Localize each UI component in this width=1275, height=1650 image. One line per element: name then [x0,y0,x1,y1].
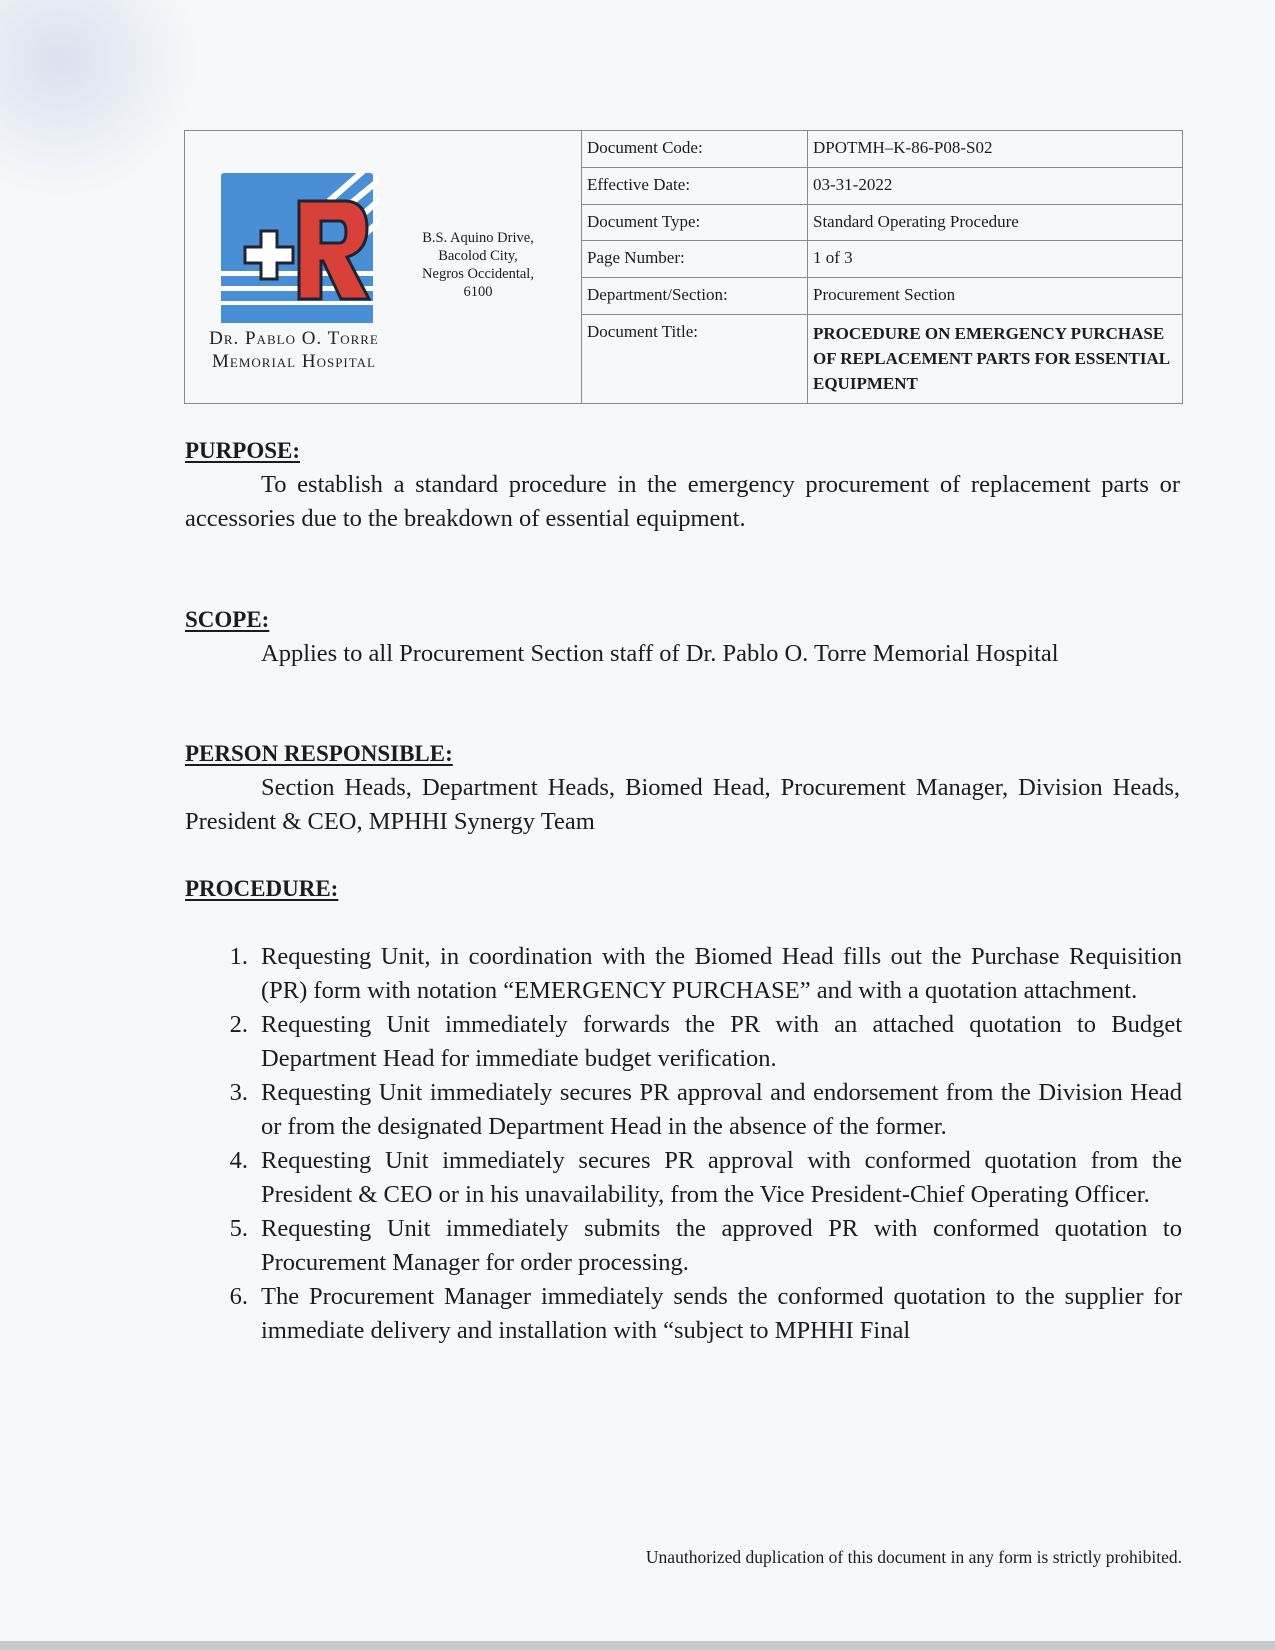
step-number: 6. [229,1283,248,1310]
info-row-document-title [582,315,1182,403]
procedure-list [214,940,1182,1348]
procedure-step [214,1280,1182,1348]
hospital-name-line1: Dr. Pablo O. Torre [209,328,379,349]
info-label: Department/Section: [582,278,808,314]
procedure-heading: PROCEDURE: [185,876,339,901]
info-value: 03-31-2022 [813,174,893,194]
step-number: 5. [229,1215,248,1242]
info-label: Page Number: [582,241,808,277]
step-number: 4. [229,1147,248,1174]
info-row-department [582,278,1182,315]
step-number: 2. [229,1011,248,1038]
step-text: Requesting Unit immediately secures PR approval and endorsement from the Division Head or from the designated Department Head in the absence of the former. [261,1079,1182,1140]
footer-disclaimer: Unauthorized duplication of this document in any form is strictly prohibited. [645,1547,1182,1567]
document-title: PROCEDURE ON EMERGENCY PURCHASE OF REPLACEMENT PARTS FOR ESSENTIAL EQUIPMENT [813,323,1170,393]
document-info [582,131,1182,403]
info-value: Procurement Section [813,285,956,305]
info-label: Effective Date: [582,168,808,204]
info-value: Standard Operating Procedure [813,211,1019,231]
person-responsible-heading: PERSON RESPONSIBLE: [185,741,453,766]
scope-heading: SCOPE: [185,607,270,632]
address-line1: B.S. Aquino Drive, [422,230,534,246]
procedure-step [214,1076,1182,1144]
info-row-effective-date [582,168,1182,205]
step-text: The Procurement Manager immediately sends the conformed quotation to the supplier for immediate delivery and installation with “subject to MPHHI Final [261,1283,1182,1344]
info-label: Document Type: [582,205,808,241]
hospital-logo-icon [219,171,379,325]
step-number: 1. [229,943,248,970]
info-row-document-type [582,205,1182,242]
procedure-step [214,940,1182,1008]
logo-cell [185,131,582,403]
hospital-address [408,229,548,301]
person-responsible-text: Section Heads, Department Heads, Biomed Head, Procurement Manager, Division Heads, President & CEO, MPHHI Synergy Team [185,774,1180,835]
address-line2: Bacolod City, [438,248,518,264]
step-text: Requesting Unit immediately forwards the PR with an attached quotation to Budget Department Head for immediate budget verification. [261,1011,1182,1072]
step-text: Requesting Unit immediately submits the approved PR with conformed quotation to Procurement Manager for order processing. [261,1215,1182,1276]
step-text: Requesting Unit, in coordination with the Biomed Head fills out the Purchase Requisition (PR) form with notation “EMERGENCY PURCHASE” and with a quotation attachment. [261,943,1182,1004]
hospital-name [199,327,389,373]
purpose-heading: PURPOSE: [185,438,300,463]
procedure-step [214,1212,1182,1280]
scope-text: Applies to all Procurement Section staff of Dr. Pablo O. Torre Memorial Hospital [261,640,1059,667]
info-label: Document Code: [582,131,808,167]
info-label: Document Title: [582,315,808,403]
purpose-text: To establish a standard procedure in the emergency procurement of replacement parts or accessories due to the breakdown of essential equipment. [185,471,1180,532]
info-value: DPOTMH–K-86-P08-S02 [813,138,993,157]
hospital-name-line2: Memorial Hospital [212,351,376,372]
step-number: 3. [229,1079,248,1106]
info-row-document-code [582,131,1182,168]
info-value: 1 of 3 [813,248,853,268]
address-line4: 6100 [463,284,493,300]
step-text: Requesting Unit immediately secures PR approval with conformed quotation from the President & CEO or in his unavailability, from the Vice President-Chief Operating Officer. [261,1147,1182,1208]
procedure-step [214,1008,1182,1076]
document-header-table [184,130,1183,404]
page-bottom-edge [0,1641,1275,1650]
address-line3: Negros Occidental, [422,266,534,282]
scan-shadow [0,0,200,200]
info-row-page-number [582,241,1182,278]
procedure-step [214,1144,1182,1212]
